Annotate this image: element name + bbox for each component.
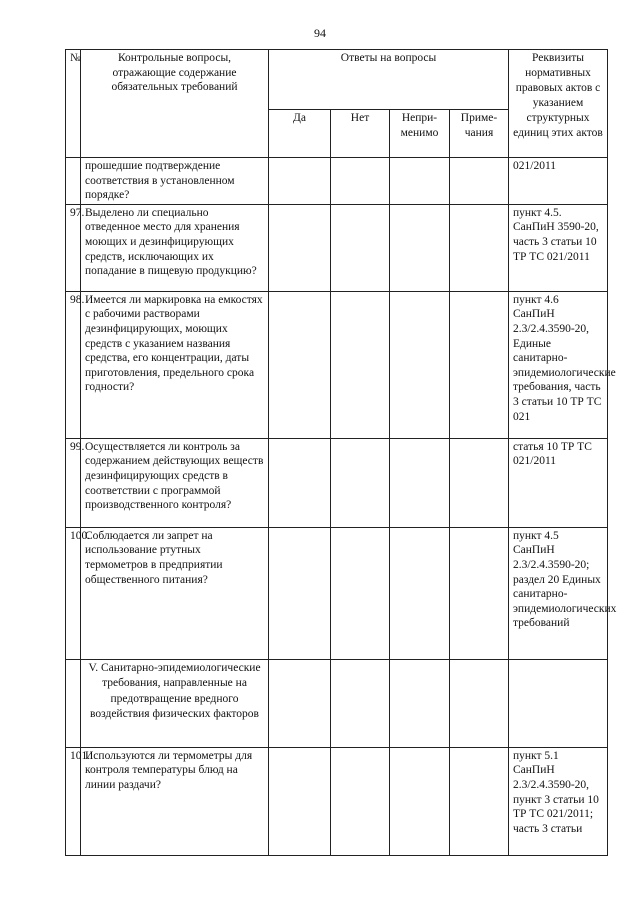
table-row: [66, 291, 608, 438]
row-number: 101.: [66, 747, 81, 855]
answer-no-cell: [331, 291, 390, 438]
row-number: [66, 158, 81, 205]
row-question: Имеется ли маркировка на емкостях с рабочими растворами дезинфицирующих, моющих средств с указанием названия средства, его концентрации, даты приготовления, предельного срока годности?: [81, 291, 269, 438]
section-number-cell: [66, 659, 81, 747]
row-reference: статья 10 ТР ТС 021/2011: [509, 438, 608, 527]
answer-na-cell: [390, 527, 450, 659]
table-row: [66, 158, 608, 205]
row-number: 100.: [66, 527, 81, 659]
header-answers: Ответы на вопросы: [269, 50, 509, 110]
header-not-applicable: Непри- менимо: [390, 110, 450, 158]
table-row: [66, 527, 608, 659]
answer-no-cell: [331, 158, 390, 205]
answer-na-cell: [390, 438, 450, 527]
answer-no-cell: [331, 747, 390, 855]
answer-na-cell: [390, 204, 450, 291]
row-number: 99.: [66, 438, 81, 527]
answer-na-cell: [390, 291, 450, 438]
row-number: 97.: [66, 204, 81, 291]
header-yes: Да: [269, 110, 331, 158]
row-reference: 021/2011: [509, 158, 608, 205]
answer-yes-cell: [269, 438, 331, 527]
row-reference: пункт 5.1 СанПиН 2.3/2.4.3590-20, пункт 3 статьи 10 ТР ТС 021/2011; часть 3 статьи: [509, 747, 608, 855]
answer-no-cell: [331, 438, 390, 527]
checklist-table: [65, 49, 617, 856]
header-question: Контрольные вопросы, отражающие содержание обязательных требований: [81, 50, 269, 158]
row-reference: пункт 4.5 СанПиН 2.3/2.4.3590-20; раздел 20 Единых санитарно-эпидемиологических требований: [509, 527, 608, 659]
answer-yes-cell: [269, 204, 331, 291]
answer-note-cell: [450, 204, 509, 291]
answer-yes-cell: [269, 158, 331, 205]
answer-note-cell: [450, 158, 509, 205]
answer-note-cell: [450, 747, 509, 855]
row-question: Используются ли термометры для контроля температуры блюд на линии раздачи?: [81, 747, 269, 855]
answer-no-cell: [331, 204, 390, 291]
table-row: [66, 204, 608, 291]
section-empty-cell: [331, 659, 390, 747]
header-no: Нет: [331, 110, 390, 158]
row-question: Осуществляется ли контроль за содержанием действующих веществ дезинфицирующих средств в соответствии с программой производственного контроля?: [81, 438, 269, 527]
answer-na-cell: [390, 747, 450, 855]
header-requisites: Реквизиты нормативных правовых актов с указанием структурных единиц этих актов: [509, 50, 608, 158]
answer-no-cell: [331, 527, 390, 659]
row-question: Соблюдается ли запрет на использование ртутных термометров в предприятии общественного питания?: [81, 527, 269, 659]
section-empty-cell: [269, 659, 331, 747]
answer-yes-cell: [269, 747, 331, 855]
section-empty-cell: [509, 659, 608, 747]
answer-yes-cell: [269, 291, 331, 438]
row-question: прошедшие подтверждение соответствия в установленном порядке?: [81, 158, 269, 205]
answer-note-cell: [450, 438, 509, 527]
header-num: №: [66, 50, 81, 158]
table-row: [66, 747, 608, 855]
answer-yes-cell: [269, 527, 331, 659]
answer-note-cell: [450, 527, 509, 659]
section-empty-cell: [450, 659, 509, 747]
section-empty-cell: [390, 659, 450, 747]
answer-na-cell: [390, 158, 450, 205]
row-reference: пункт 4.5. СанПиН 3590-20, часть 3 статьи 10 ТР ТС 021/2011: [509, 204, 608, 291]
table-row: [66, 438, 608, 527]
header-notes: Приме- чания: [450, 110, 509, 158]
page-number: 94: [314, 26, 326, 40]
answer-note-cell: [450, 291, 509, 438]
section-row: [66, 659, 608, 747]
row-reference: пункт 4.6 СанПиН 2.3/2.4.3590-20, Единые санитарно-эпидемиологические требования, часть 3 статьи 10 ТР ТС 021: [509, 291, 608, 438]
section-title: V. Санитарно-эпидемиологические требования, направленные на предотвращение вредного воздействия физических факторов: [81, 659, 269, 747]
row-question: Выделено ли специально отведенное место для хранения моющих и дезинфицирующих средств, исключающих их попадание в пищевую продукцию?: [81, 204, 269, 291]
row-number: 98.: [66, 291, 81, 438]
